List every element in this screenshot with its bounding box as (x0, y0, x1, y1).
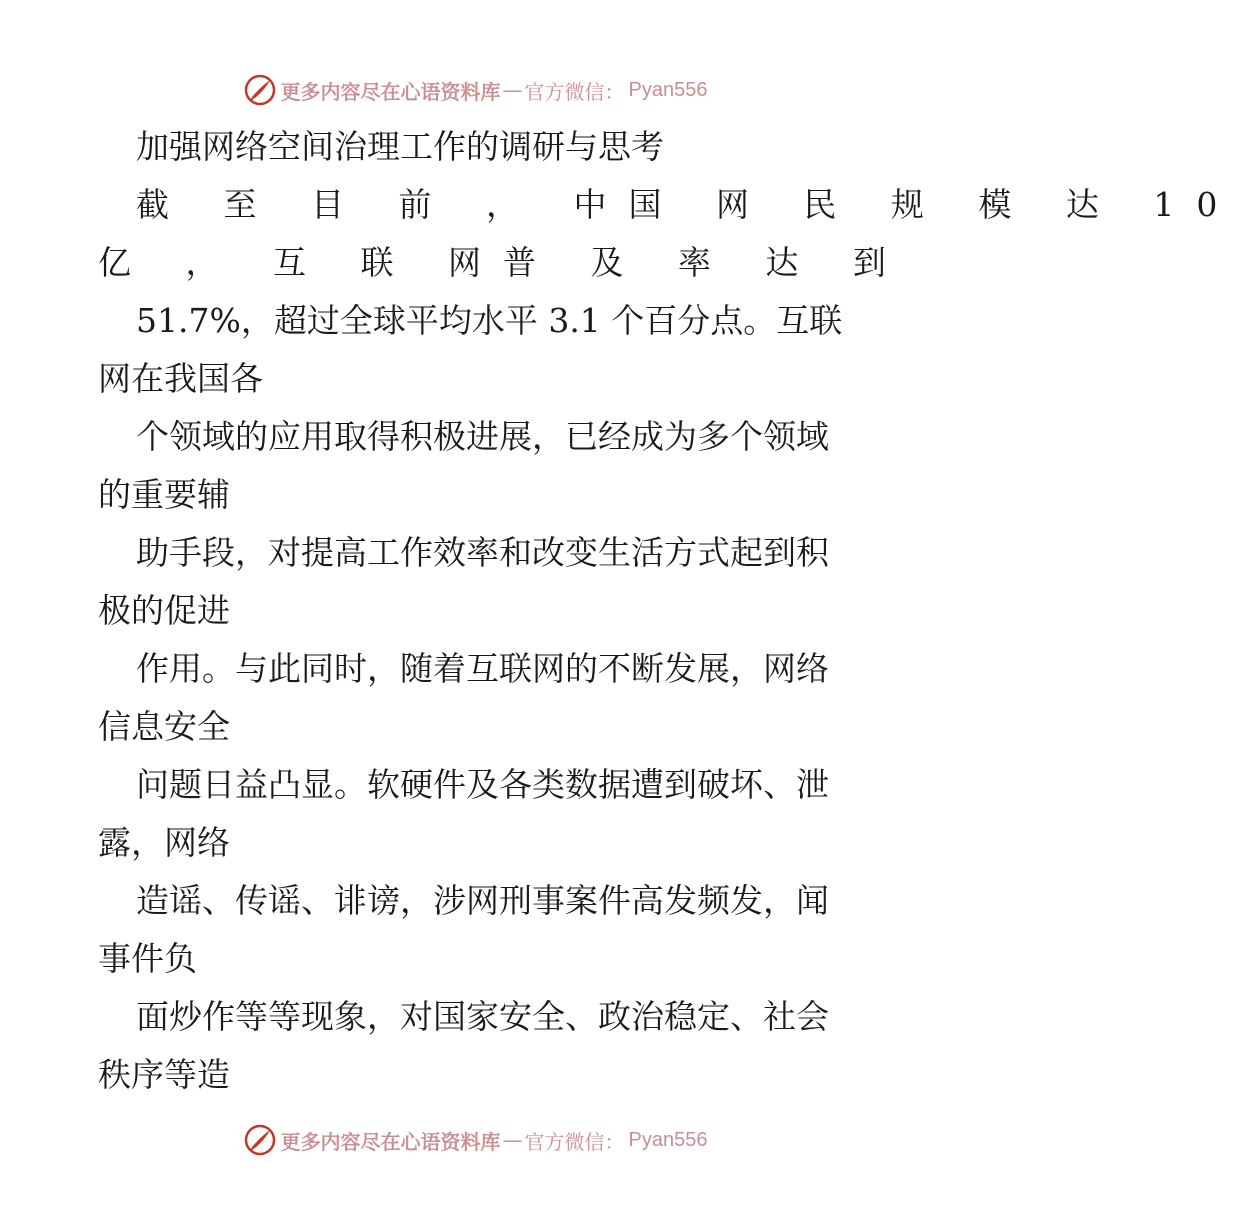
paragraph-line: 信息安全 (98, 707, 230, 746)
banner-official-label: 官方微信： (524, 79, 625, 104)
paragraph-line: 极的促进 (98, 591, 230, 630)
banner-promo-text: 更多内容尽在心语资料库 (280, 79, 501, 104)
paragraph-line: 个领域的应用取得积极进展，已经成为多个领域 (136, 417, 829, 456)
paragraph-line: 事件负 (98, 939, 197, 978)
quill-logo-icon (243, 73, 277, 107)
footer-banner (0, 1120, 950, 1160)
header-banner (0, 70, 950, 110)
banner-promo-text: 更多内容尽在心语资料库 (280, 1129, 501, 1154)
document-body (98, 118, 1239, 1104)
paragraph-line: 秩序等造 (98, 1055, 230, 1094)
paragraph-line: 的重要辅 (98, 475, 230, 514)
paragraph-line: 51.7%，超过全球平均水平 3.1 个百分点。互联 (136, 301, 843, 340)
banner-dash: — (502, 1128, 523, 1152)
paragraph-line: 亿 ， 互 联 网普 及 率 达 到 (98, 243, 908, 282)
paragraph-line: 截 至 目 前 ， 中国 网 民 规 模 达 10 (136, 185, 1239, 224)
document-title: 加强网络空间治理工作的调研与思考 (136, 127, 664, 166)
paragraph-line: 助手段，对提高工作效率和改变生活方式起到积 (136, 533, 829, 572)
banner-dash: — (502, 78, 523, 102)
banner-wechat-id: Pyan556 (628, 78, 708, 101)
paragraph-line: 作用。与此同时，随着互联网的不断发展，网络 (136, 649, 829, 688)
paragraph-line: 面炒作等等现象，对国家安全、政治稳定、社会 (136, 997, 829, 1036)
banner-wechat-id: Pyan556 (628, 1128, 708, 1151)
paragraph-line: 问题日益凸显。软硬件及各类数据遭到破坏、泄 (136, 765, 829, 804)
quill-logo-icon (243, 1123, 277, 1157)
paragraph-line: 网在我国各 (98, 359, 263, 398)
banner-official-label: 官方微信： (524, 1129, 625, 1154)
paragraph-line: 露，网络 (98, 823, 230, 862)
paragraph-line: 造谣、传谣、诽谤，涉网刑事案件高发频发，闻 (136, 881, 829, 920)
